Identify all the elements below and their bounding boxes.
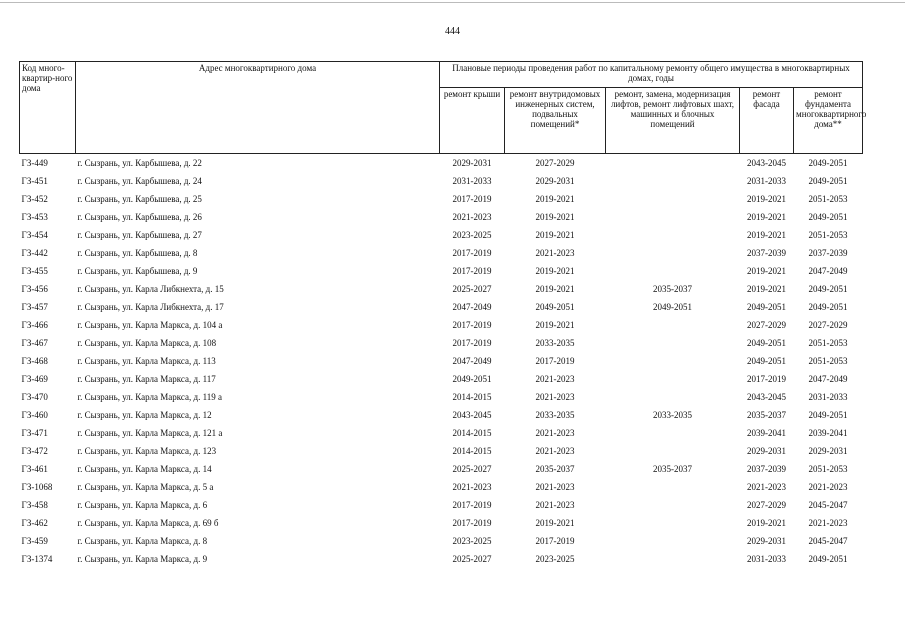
- cell-facade: 2027-2029: [747, 320, 786, 330]
- table-row: [20, 406, 863, 424]
- cell-address: г. Сызрань, ул. Карла Маркса, д. 6: [77, 500, 208, 510]
- cell-roof: 2014-2015: [452, 392, 492, 402]
- cell-address: г. Сызрань, ул. Карла Маркса, д. 121 а: [77, 428, 223, 438]
- cell-foundation: 2049-2051: [808, 284, 848, 294]
- cell-address: г. Сызрань, ул. Карбышева, д. 9: [77, 266, 198, 276]
- header-code: Код много-квартир-ного дома: [20, 62, 76, 154]
- cell-engineering: 2017-2019: [535, 356, 575, 366]
- cell-facade: 2019-2021: [747, 284, 786, 294]
- cell-elevators: [606, 208, 740, 226]
- cell-code: ГЗ-452: [21, 194, 48, 204]
- cell-address: г. Сызрань, ул. Карбышева, д. 27: [77, 230, 202, 240]
- cell-facade: 2039-2041: [747, 428, 786, 438]
- cell-foundation: 2029-2031: [808, 446, 848, 456]
- cell-elevators: [606, 532, 740, 550]
- capital-repair-table: [19, 61, 867, 568]
- table-row: [20, 172, 863, 190]
- cell-address: г. Сызрань, ул. Карла Маркса, д. 14: [77, 464, 212, 474]
- header-foundation: ремонт фундамента многоквартирного дома**: [794, 88, 863, 154]
- cell-roof: 2017-2019: [452, 194, 492, 204]
- cell-roof: 2021-2023: [452, 212, 492, 222]
- cell-roof: 2025-2027: [452, 284, 492, 294]
- cell-engineering: 2019-2021: [535, 518, 575, 528]
- cell-foundation: 2021-2023: [808, 518, 848, 528]
- cell-engineering: 2019-2021: [535, 212, 575, 222]
- header-roof: ремонт крыши: [440, 88, 505, 154]
- cell-facade: 2027-2029: [747, 500, 786, 510]
- cell-roof: 2017-2019: [452, 338, 492, 348]
- cell-engineering: 2033-2035: [535, 410, 575, 420]
- header-address: Адрес многоквартирного дома: [76, 62, 440, 154]
- cell-engineering: 2019-2021: [535, 320, 575, 330]
- cell-engineering: 2021-2023: [535, 428, 575, 438]
- table-row: [20, 478, 863, 496]
- cell-code: ГЗ-459: [21, 536, 48, 546]
- cell-foundation: 2049-2051: [808, 212, 848, 222]
- cell-engineering: 2017-2019: [535, 536, 575, 546]
- table-row: [20, 388, 863, 406]
- cell-roof: 2047-2049: [452, 302, 492, 312]
- cell-elevators: [606, 388, 740, 406]
- cell-code: ГЗ-454: [21, 230, 48, 240]
- cell-roof: 2017-2019: [452, 500, 492, 510]
- cell-address: г. Сызрань, ул. Карбышева, д. 25: [77, 194, 202, 204]
- cell-foundation: 2049-2051: [808, 158, 848, 168]
- cell-engineering: 2035-2037: [535, 464, 575, 474]
- cell-code: ГЗ-462: [21, 518, 48, 528]
- cell-code: ГЗ-455: [21, 266, 48, 276]
- cell-foundation: 2047-2049: [808, 266, 848, 276]
- cell-facade: 2043-2045: [747, 158, 786, 168]
- cell-roof: 2031-2033: [452, 176, 492, 186]
- cell-engineering: 2027-2029: [535, 158, 575, 168]
- cell-engineering: 2019-2021: [535, 284, 575, 294]
- cell-code: ГЗ-469: [21, 374, 48, 384]
- cell-code: ГЗ-453: [21, 212, 48, 222]
- cell-engineering: 2021-2023: [535, 392, 575, 402]
- cell-facade: 2049-2051: [747, 302, 786, 312]
- cell-code: ГЗ-442: [21, 248, 48, 258]
- table-row: [20, 190, 863, 208]
- cell-engineering: 2021-2023: [535, 482, 575, 492]
- cell-code: ГЗ-471: [21, 428, 48, 438]
- cell-code: ГЗ-468: [21, 356, 48, 366]
- cell-elevators: [606, 352, 740, 370]
- cell-address: г. Сызрань, ул. Карбышева, д. 24: [77, 176, 202, 186]
- cell-elevators: [606, 478, 740, 496]
- cell-facade: 2037-2039: [747, 248, 786, 258]
- table-row: [20, 262, 863, 280]
- table-row: [20, 280, 863, 298]
- cell-code: ГЗ-451: [21, 176, 48, 186]
- table-row: [20, 154, 863, 173]
- cell-roof: 2014-2015: [452, 446, 492, 456]
- header-elevators: ремонт, замена, модернизация лифтов, ремонт лифтовых шахт, машинных и блочных помещений: [606, 88, 740, 154]
- cell-code: ГЗ-461: [21, 464, 48, 474]
- cell-roof: 2029-2031: [452, 158, 492, 168]
- cell-engineering: 2021-2023: [535, 446, 575, 456]
- cell-foundation: 2049-2051: [808, 410, 848, 420]
- cell-facade: 2017-2019: [747, 374, 786, 384]
- cell-facade: 2019-2021: [747, 212, 786, 222]
- cell-elevators: [606, 442, 740, 460]
- table-row: [20, 532, 863, 550]
- page-number: 444: [445, 26, 460, 37]
- cell-address: г. Сызрань, ул. Карла Маркса, д. 12: [77, 410, 212, 420]
- cell-address: г. Сызрань, ул. Карла Либкнехта, д. 15: [77, 284, 224, 294]
- table-row: [20, 442, 863, 460]
- cell-elevators: [606, 496, 740, 514]
- cell-facade: 2021-2023: [747, 482, 786, 492]
- cell-code: ГЗ-449: [21, 158, 48, 168]
- cell-facade: 2043-2045: [747, 392, 786, 402]
- cell-elevators: [606, 226, 740, 244]
- cell-engineering: 2019-2021: [535, 266, 575, 276]
- cell-address: г. Сызрань, ул. Карла Маркса, д. 9: [77, 554, 208, 564]
- cell-facade: 2019-2021: [747, 194, 786, 204]
- table-row: [20, 244, 863, 262]
- header-engineering: ремонт внутридомовых инженерных систем, подвальных помещений*: [505, 88, 606, 154]
- cell-roof: 2025-2027: [452, 464, 492, 474]
- cell-code: ГЗ-466: [21, 320, 48, 330]
- cell-foundation: 2051-2053: [808, 356, 848, 366]
- cell-facade: 2049-2051: [747, 356, 786, 366]
- cell-address: г. Сызрань, ул. Карбышева, д. 26: [77, 212, 202, 222]
- header-periods-group: Плановые периоды проведения работ по капитальному ремонту общего имущества в многоквартирных домах, годы: [440, 62, 863, 88]
- table-row: [20, 316, 863, 334]
- cell-foundation: 2037-2039: [808, 248, 848, 258]
- cell-engineering: 2021-2023: [535, 248, 575, 258]
- cell-elevators: 2035-2037: [653, 284, 692, 294]
- cell-roof: 2017-2019: [452, 248, 492, 258]
- cell-elevators: [606, 316, 740, 334]
- cell-roof: 2017-2019: [452, 266, 492, 276]
- cell-foundation: 2047-2049: [808, 374, 848, 384]
- cell-engineering: 2019-2021: [535, 230, 575, 240]
- table-row: [20, 352, 863, 370]
- cell-facade: 2019-2021: [747, 518, 786, 528]
- table-row: [20, 334, 863, 352]
- cell-address: г. Сызрань, ул. Карла Маркса, д. 113: [77, 356, 216, 366]
- cell-roof: 2017-2019: [452, 320, 492, 330]
- cell-code: ГЗ-1374: [21, 554, 53, 564]
- cell-elevators: [606, 424, 740, 442]
- table-row: [20, 298, 863, 316]
- cell-facade: 2019-2021: [747, 266, 786, 276]
- cell-code: ГЗ-457: [21, 302, 48, 312]
- cell-engineering: 2021-2023: [535, 500, 575, 510]
- cell-elevators: [606, 172, 740, 190]
- cell-foundation: 2049-2051: [808, 554, 848, 564]
- cell-foundation: 2031-2033: [808, 392, 848, 402]
- table-row: [20, 550, 863, 568]
- cell-elevators: 2049-2051: [653, 302, 692, 312]
- cell-foundation: 2049-2051: [808, 176, 848, 186]
- cell-roof: 2023-2025: [452, 536, 492, 546]
- cell-foundation: 2021-2023: [808, 482, 848, 492]
- cell-code: ГЗ-458: [21, 500, 48, 510]
- cell-foundation: 2051-2053: [808, 194, 848, 204]
- cell-facade: 2031-2033: [747, 176, 786, 186]
- cell-address: г. Сызрань, ул. Карла Маркса, д. 69 б: [77, 518, 219, 528]
- cell-facade: 2035-2037: [747, 410, 786, 420]
- table-row: [20, 424, 863, 442]
- table-body: [20, 154, 863, 569]
- cell-address: г. Сызрань, ул. Карла Либкнехта, д. 17: [77, 302, 224, 312]
- cell-address: г. Сызрань, ул. Карбышева, д. 8: [77, 248, 198, 258]
- cell-address: г. Сызрань, ул. Карла Маркса, д. 119 а: [77, 392, 223, 402]
- cell-roof: 2014-2015: [452, 428, 492, 438]
- cell-facade: 2029-2031: [747, 446, 786, 456]
- cell-address: г. Сызрань, ул. Карла Маркса, д. 108: [77, 338, 217, 348]
- top-rule: [0, 2, 905, 3]
- cell-code: ГЗ-456: [21, 284, 48, 294]
- cell-elevators: [606, 190, 740, 208]
- cell-facade: 2037-2039: [747, 464, 786, 474]
- table-row: [20, 226, 863, 244]
- cell-elevators: 2035-2037: [653, 464, 692, 474]
- cell-facade: 2029-2031: [747, 536, 786, 546]
- cell-foundation: 2039-2041: [808, 428, 848, 438]
- cell-code: ГЗ-460: [21, 410, 48, 420]
- cell-code: ГЗ-467: [21, 338, 48, 348]
- table-row: [20, 208, 863, 226]
- cell-engineering: 2029-2031: [535, 176, 575, 186]
- cell-foundation: 2045-2047: [808, 536, 848, 546]
- cell-elevators: [606, 244, 740, 262]
- cell-engineering: 2033-2035: [535, 338, 575, 348]
- cell-elevators: [606, 154, 740, 173]
- cell-engineering: 2019-2021: [535, 194, 575, 204]
- cell-engineering: 2021-2023: [535, 374, 575, 384]
- table-row: [20, 514, 863, 532]
- cell-roof: 2047-2049: [452, 356, 492, 366]
- cell-foundation: 2049-2051: [808, 302, 848, 312]
- cell-address: г. Сызрань, ул. Карла Маркса, д. 104 а: [77, 320, 223, 330]
- cell-elevators: [606, 334, 740, 352]
- cell-address: г. Сызрань, ул. Карла Маркса, д. 8: [77, 536, 208, 546]
- cell-foundation: 2045-2047: [808, 500, 848, 510]
- cell-address: г. Сызрань, ул. Карла Маркса, д. 117: [77, 374, 216, 384]
- cell-foundation: 2051-2053: [808, 338, 848, 348]
- cell-code: ГЗ-1068: [21, 482, 53, 492]
- table-row: [20, 370, 863, 388]
- cell-code: ГЗ-472: [21, 446, 48, 456]
- cell-roof: 2043-2045: [452, 410, 492, 420]
- cell-facade: 2019-2021: [747, 230, 786, 240]
- cell-foundation: 2051-2053: [808, 464, 848, 474]
- table-row: [20, 496, 863, 514]
- header-facade: ремонт фасада: [740, 88, 794, 154]
- cell-roof: 2017-2019: [452, 518, 492, 528]
- cell-elevators: [606, 514, 740, 532]
- cell-facade: 2031-2033: [747, 554, 786, 564]
- cell-address: г. Сызрань, ул. Карла Маркса, д. 5 а: [77, 482, 214, 492]
- cell-code: ГЗ-470: [21, 392, 48, 402]
- cell-foundation: 2051-2053: [808, 230, 848, 240]
- cell-elevators: 2033-2035: [653, 410, 692, 420]
- cell-roof: 2049-2051: [452, 374, 492, 384]
- cell-roof: 2023-2025: [452, 230, 492, 240]
- cell-address: г. Сызрань, ул. Карбышева, д. 22: [77, 158, 202, 168]
- cell-elevators: [606, 550, 740, 568]
- table-row: [20, 460, 863, 478]
- cell-engineering: 2023-2025: [535, 554, 575, 564]
- cell-roof: 2025-2027: [452, 554, 492, 564]
- cell-address: г. Сызрань, ул. Карла Маркса, д. 123: [77, 446, 217, 456]
- cell-roof: 2021-2023: [452, 482, 492, 492]
- cell-foundation: 2027-2029: [808, 320, 848, 330]
- cell-elevators: [606, 370, 740, 388]
- cell-facade: 2049-2051: [747, 338, 786, 348]
- cell-elevators: [606, 262, 740, 280]
- cell-engineering: 2049-2051: [535, 302, 575, 312]
